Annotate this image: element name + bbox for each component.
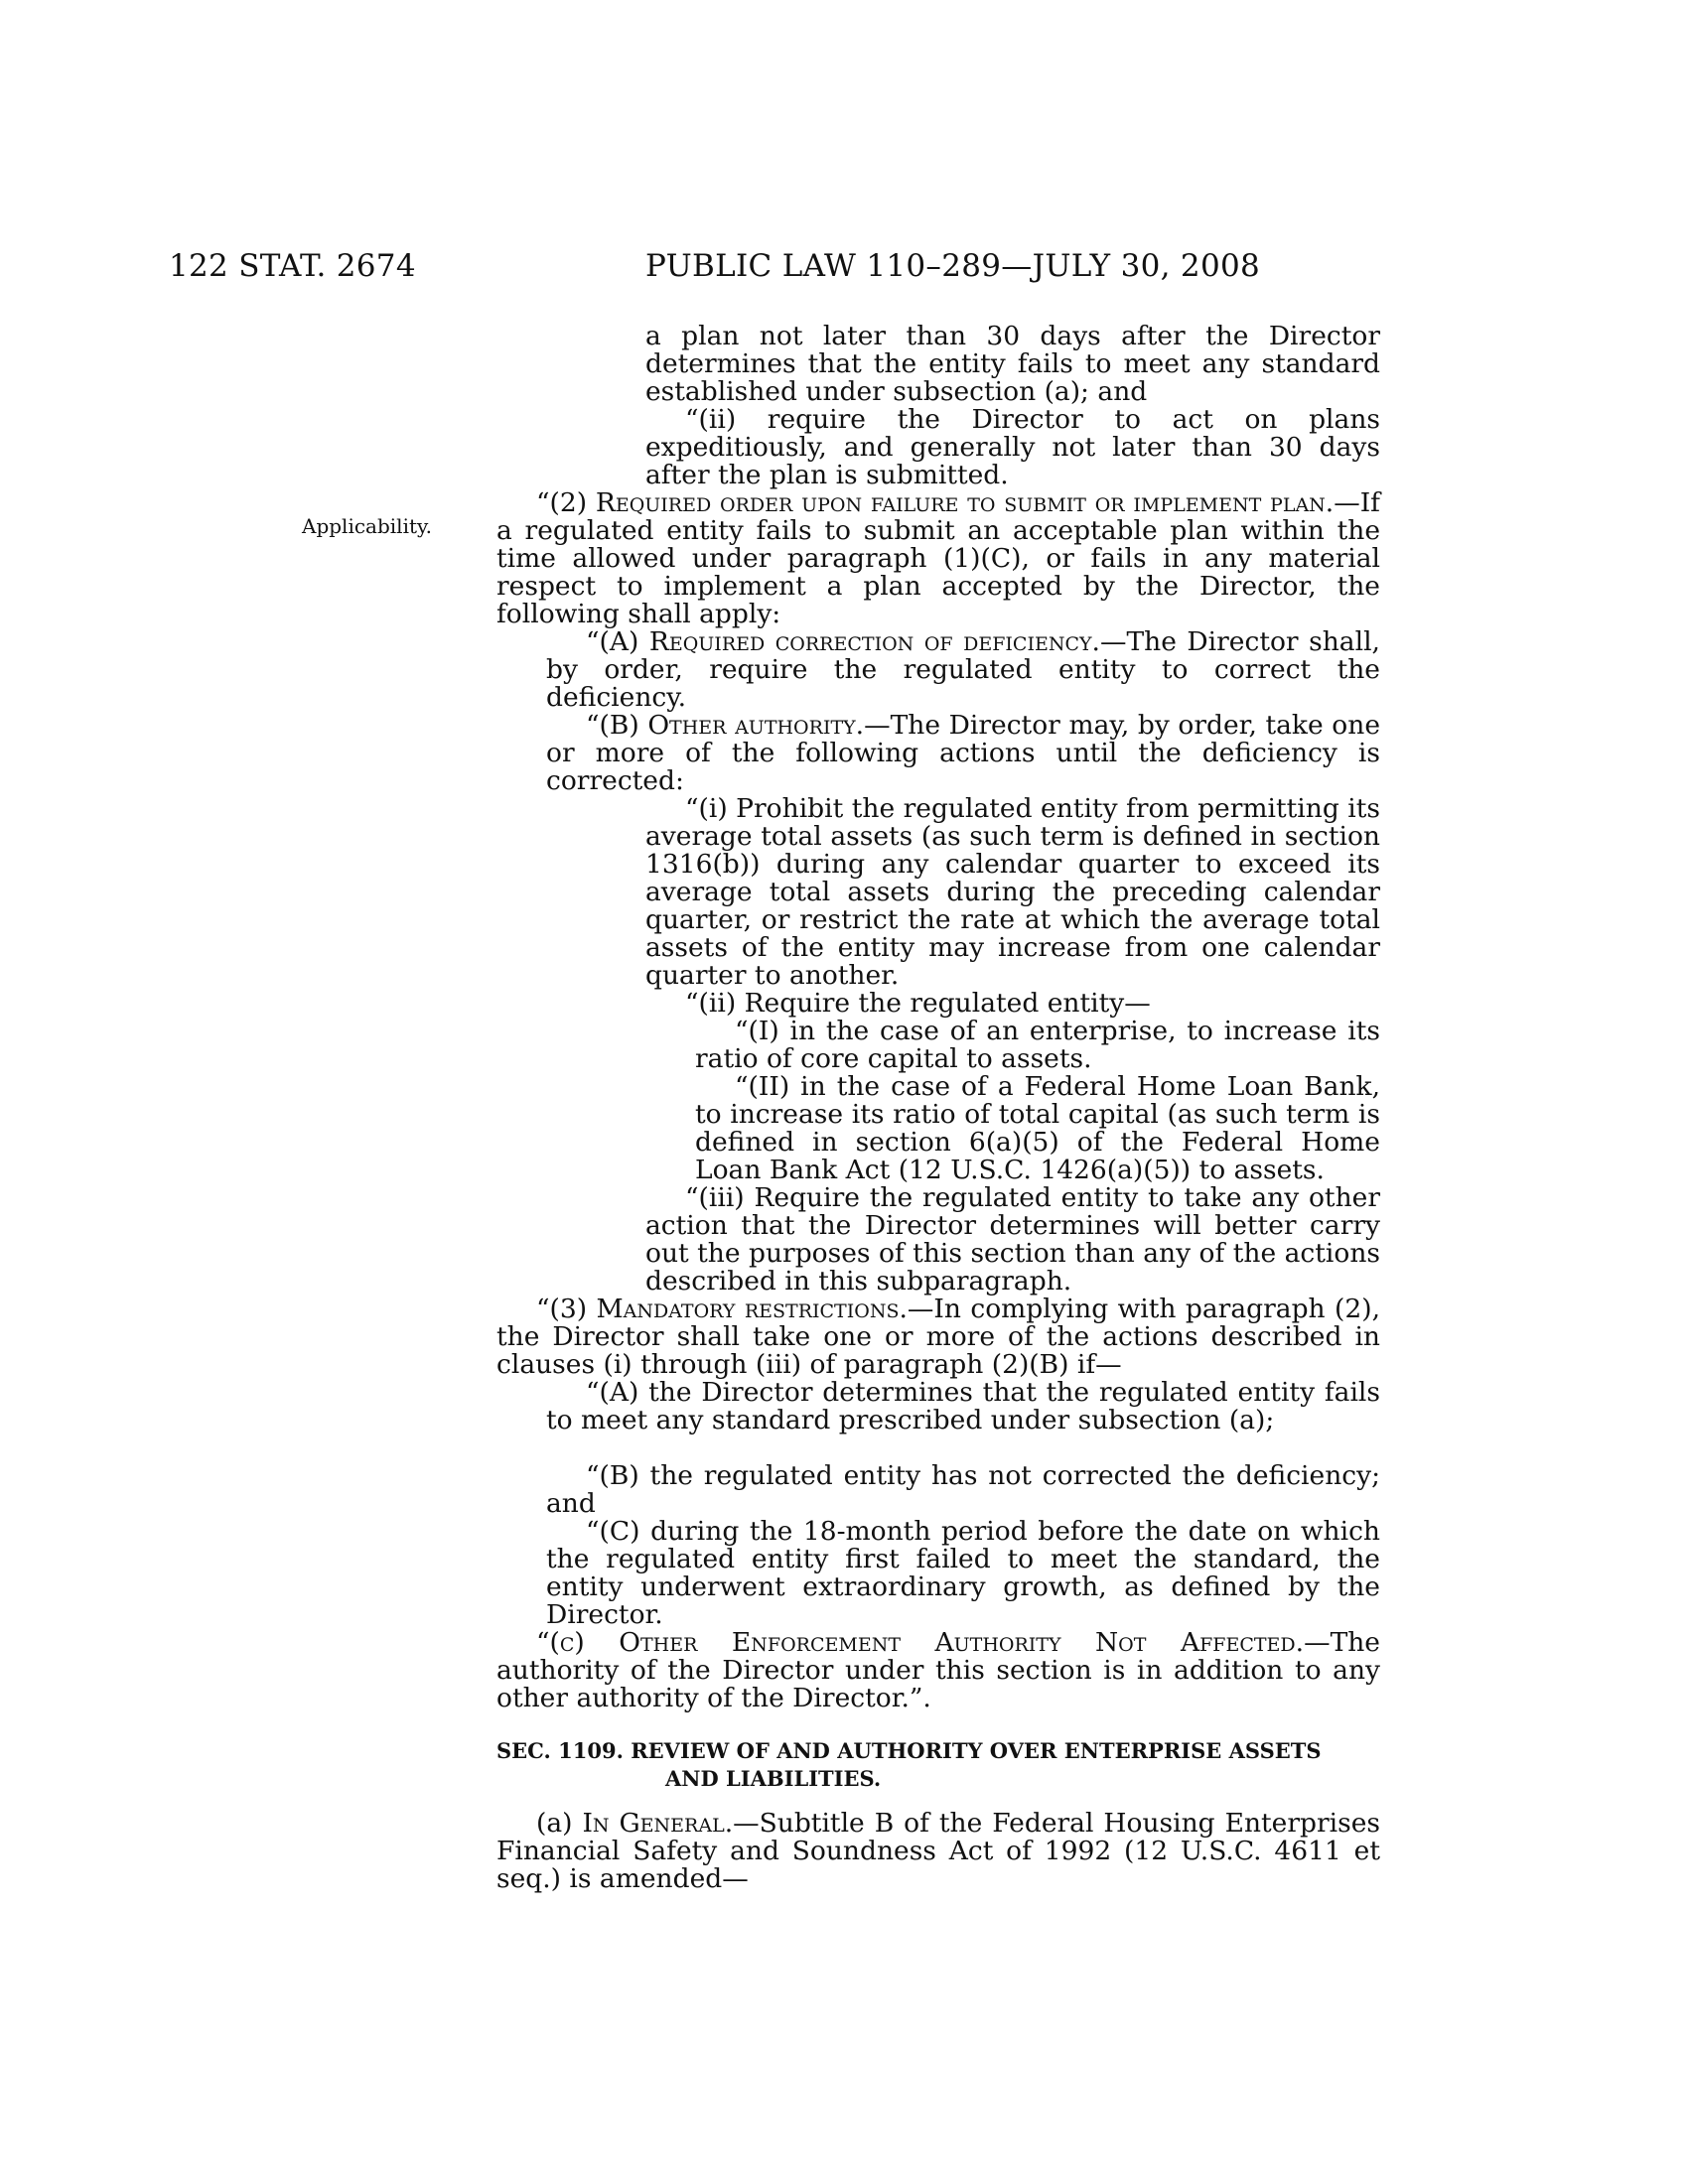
- para-text: —In complying with paragraph (2), the Director shall take one or more of the actions described in clauses (i) through (iii) of paragraph (2)(B) if—: [496, 1294, 1380, 1380]
- para-heading: “(2) Required order upon failure to submit or implement plan.: [536, 487, 1335, 518]
- para-text: a plan not later than 30 days after the Director determines that the entity fails to meet any standard established under subsection (a); and: [645, 321, 1380, 407]
- para-other-authority: [546, 712, 1380, 795]
- para-text: “(ii) require the Director to act on plans expeditiously, and generally not later than 30 days after the plan is submitted.: [645, 404, 1380, 490]
- para-text: —The Director shall, by order, require the regulated entity to correct the deficiency.: [546, 626, 1380, 713]
- para-text: —Subtitle B of the Federal Housing Enterprises Financial Safety and Soundness Act of 1992 (12 U.S.C. 4611 et seq.) is amended—: [496, 1808, 1381, 1894]
- running-header: PUBLIC LAW 110–289—JULY 30, 2008: [645, 248, 1261, 284]
- para-plan-deadline: [645, 323, 1380, 406]
- section-heading-line2: AND LIABILITIES.: [665, 1766, 882, 1791]
- para-heading: “(c) Other Enforcement Authority Not Affected.: [536, 1627, 1305, 1658]
- para-condition-C: [546, 1518, 1380, 1629]
- section-heading: [496, 1737, 1380, 1793]
- para-heading: “(3) Mandatory restrictions.: [536, 1294, 908, 1324]
- para-clause-ii-plans: [645, 406, 1380, 489]
- para-text: “(ii) Require the regulated entity—: [685, 988, 1151, 1019]
- para-text: “(C) during the 18-month period before the date on which the regulated entity first failed to meet the standard, the entity underwent extraordinary growth, as defined by the Director.: [546, 1516, 1380, 1630]
- para-text: “(I) in the case of an enterprise, to increase its ratio of core capital to assets.: [695, 1016, 1380, 1074]
- para-clause-i-prohibit: [645, 795, 1380, 990]
- para-condition-A: [546, 1379, 1380, 1434]
- para-prefix: (a): [536, 1808, 583, 1839]
- para-condition-B: [546, 1462, 1380, 1518]
- para-clause-ii-require: [645, 990, 1380, 1018]
- para-text: “(II) in the case of a Federal Home Loan Bank, to increase its ratio of total capital (as such term is defined in section 6(a)(5) of the Federal Home Loan Bank Act (12 U.S.C. 1426(a)(5)) to assets.: [695, 1071, 1380, 1185]
- para-required-order: [496, 489, 1380, 628]
- stat-page-number: 122 STAT. 2674: [169, 248, 416, 284]
- para-text: —The Director may, by order, take one or more of the following actions until the deficiency is corrected:: [546, 710, 1380, 796]
- para-text: —The authority of the Director under this section is in addition to any other authority of the Director.”.: [496, 1627, 1380, 1713]
- para-text: “(i) Prohibit the regulated entity from permitting its average total assets (as such term is defined in section 1316(b)) during any calendar quarter to exceed its average total assets during the preceding calendar quarter, or restrict the rate at which the average total assets of the entity may increase from one calendar quarter to another.: [645, 793, 1380, 991]
- para-required-correction: [546, 628, 1380, 712]
- para-text: “(iii) Require the regulated entity to take any other action that the Director determines will better carry out the purposes of this section than any of the actions described in this subparagraph.: [645, 1182, 1380, 1297]
- margin-note-applicability: Applicability.: [302, 514, 432, 538]
- para-text: “(A) the Director determines that the regulated entity fails to meet any standard prescribed under subsection (a);: [546, 1377, 1380, 1435]
- para-subclause-II: [695, 1073, 1380, 1184]
- para-heading: In General.: [582, 1808, 734, 1839]
- para-subclause-I: [695, 1018, 1380, 1073]
- para-text: —If a regulated entity fails to submit an acceptable plan within the time allowed under paragraph (1)(C), or fails in any material respect to implement a plan accepted by the Director, the following shall apply:: [496, 487, 1380, 629]
- para-other-enforcement: [496, 1629, 1380, 1712]
- section-heading-line1: SEC. 1109. REVIEW OF AND AUTHORITY OVER ENTERPRISE ASSETS: [496, 1738, 1322, 1763]
- para-in-general: [496, 1810, 1380, 1893]
- para-clause-iii: [645, 1184, 1380, 1296]
- para-mandatory-restrictions: [496, 1296, 1380, 1379]
- para-heading: “(A) Required correction of deficiency.: [586, 626, 1100, 657]
- para-heading: “(B) Other authority.: [586, 710, 865, 741]
- para-text: “(B) the regulated entity has not corrected the deficiency; and: [546, 1460, 1380, 1519]
